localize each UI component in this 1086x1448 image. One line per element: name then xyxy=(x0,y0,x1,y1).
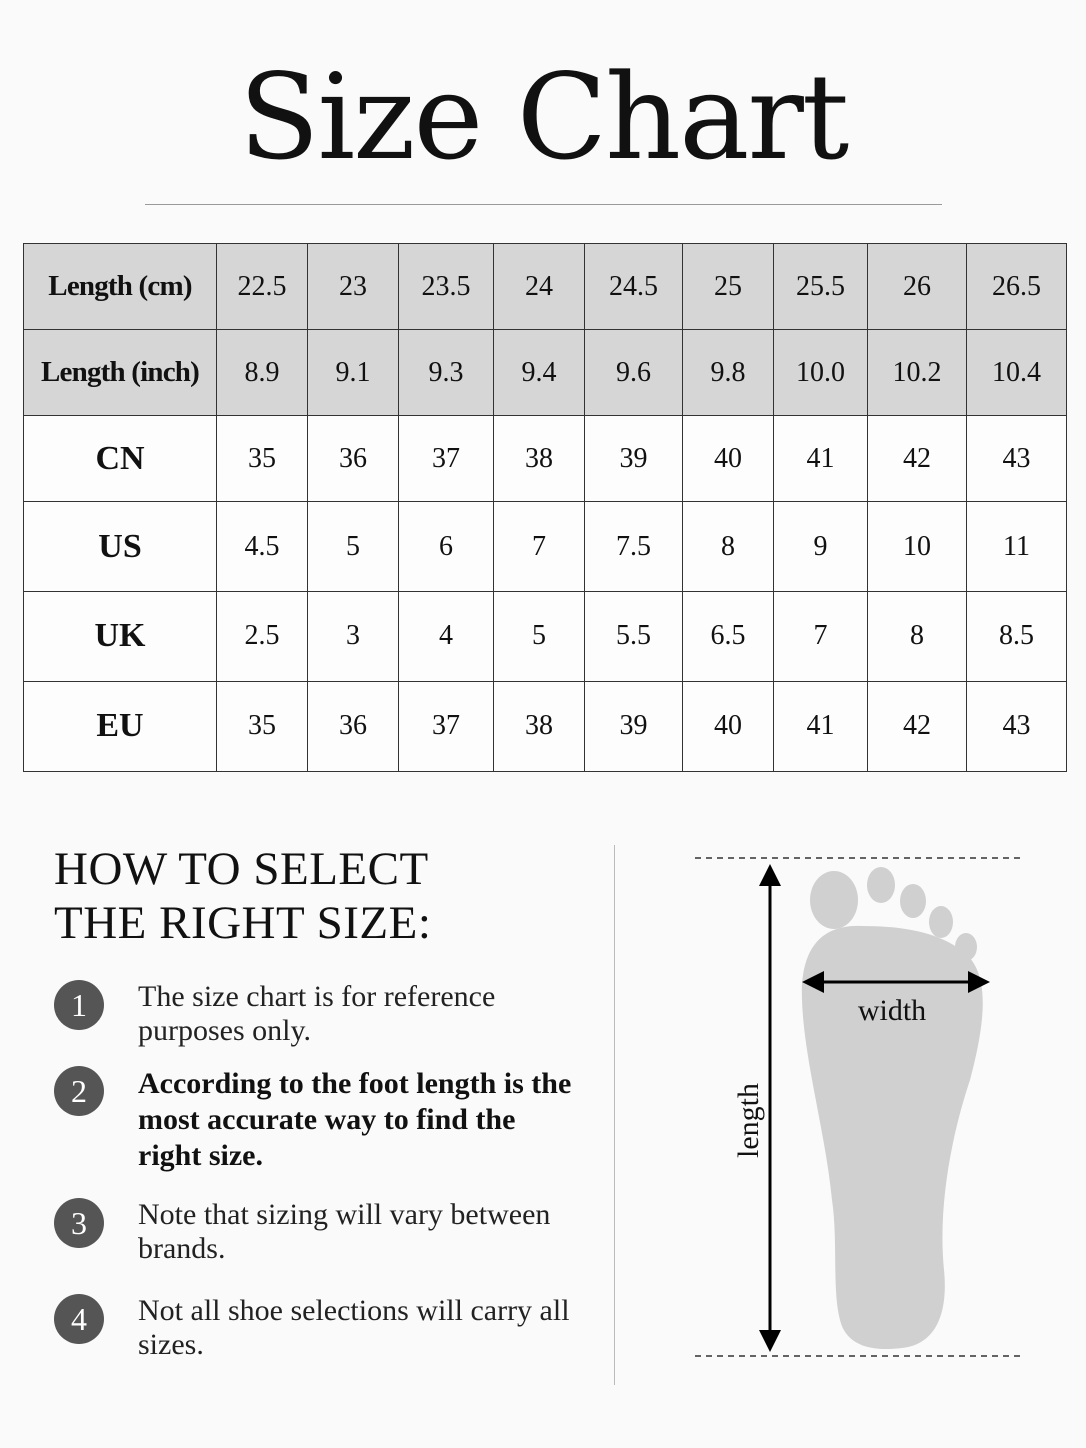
tip-text: Note that sizing will vary between brands. xyxy=(138,1198,551,1265)
table-cell: 4.5 xyxy=(217,502,308,591)
table-cell: 37 xyxy=(399,416,494,502)
table-cell: 10.2 xyxy=(868,330,967,416)
table-cell: 39 xyxy=(585,681,683,771)
table-cell: 35 xyxy=(217,681,308,771)
width-label: width xyxy=(857,994,927,1027)
table-cell: 42 xyxy=(868,681,967,771)
table-cell: 23 xyxy=(308,244,399,330)
table-cell: 40 xyxy=(683,416,774,502)
table-cell: 10.0 xyxy=(774,330,868,416)
row-header: Length (cm) xyxy=(24,244,217,330)
table-cell: 11 xyxy=(967,502,1067,591)
foot-icon xyxy=(802,867,983,1349)
page-title: Size Chart xyxy=(238,48,848,186)
title-divider xyxy=(145,204,942,205)
row-header: CN xyxy=(24,416,217,502)
table-row xyxy=(24,591,1067,681)
table-cell: 43 xyxy=(967,416,1067,502)
table-cell: 8 xyxy=(868,591,967,681)
table-cell: 35 xyxy=(217,416,308,502)
table-cell: 9 xyxy=(774,502,868,591)
table-row xyxy=(24,502,1067,591)
table-cell: 5 xyxy=(308,502,399,591)
table-cell: 5 xyxy=(494,591,585,681)
row-header: UK xyxy=(24,591,217,681)
table-cell: 7 xyxy=(774,591,868,681)
table-cell: 5.5 xyxy=(585,591,683,681)
tip-number-badge: 1 xyxy=(54,980,104,1030)
table-row xyxy=(24,416,1067,502)
table-cell: 41 xyxy=(774,416,868,502)
table-cell: 8.5 xyxy=(967,591,1067,681)
table-cell: 38 xyxy=(494,416,585,502)
table-cell: 9.3 xyxy=(399,330,494,416)
table-cell: 24.5 xyxy=(585,244,683,330)
foot-measure-diagram xyxy=(640,840,1040,1380)
table-cell: 40 xyxy=(683,681,774,771)
table-cell: 8.9 xyxy=(217,330,308,416)
table-cell: 9.1 xyxy=(308,330,399,416)
table-cell: 26.5 xyxy=(967,244,1067,330)
tip-text: The size chart is for reference purposes only. xyxy=(138,980,496,1047)
table-cell: 7 xyxy=(494,502,585,591)
table-cell: 22.5 xyxy=(217,244,308,330)
table-cell: 39 xyxy=(585,416,683,502)
table-cell: 26 xyxy=(868,244,967,330)
table-cell: 41 xyxy=(774,681,868,771)
table-row xyxy=(24,244,1067,330)
row-header: Length (inch) xyxy=(24,330,217,416)
tip-text: According to the foot length is the most accurate way to find the right size. xyxy=(138,1067,572,1172)
table-cell: 7.5 xyxy=(585,502,683,591)
table-cell: 10 xyxy=(868,502,967,591)
table-cell: 24 xyxy=(494,244,585,330)
table-cell: 3 xyxy=(308,591,399,681)
table-cell: 6 xyxy=(399,502,494,591)
row-header: EU xyxy=(24,681,217,771)
table-row xyxy=(24,330,1067,416)
table-cell: 42 xyxy=(868,416,967,502)
size-table xyxy=(23,243,1067,772)
table-cell: 9.4 xyxy=(494,330,585,416)
row-header: US xyxy=(24,502,217,591)
table-cell: 36 xyxy=(308,416,399,502)
section-divider xyxy=(614,845,615,1385)
table-cell: 9.6 xyxy=(585,330,683,416)
tip-number-badge: 4 xyxy=(54,1294,104,1344)
tip-text: Not all shoe selections will carry all sizes. xyxy=(138,1294,570,1361)
table-cell: 25 xyxy=(683,244,774,330)
table-cell: 23.5 xyxy=(399,244,494,330)
table-cell: 37 xyxy=(399,681,494,771)
howto-title-line1: HOW TO SELECT xyxy=(54,843,429,895)
table-cell: 10.4 xyxy=(967,330,1067,416)
table-cell: 25.5 xyxy=(774,244,868,330)
table-cell: 36 xyxy=(308,681,399,771)
howto-title xyxy=(54,842,594,950)
table-cell: 9.8 xyxy=(683,330,774,416)
table-cell: 38 xyxy=(494,681,585,771)
howto-title-line2: THE RIGHT SIZE: xyxy=(54,897,432,949)
table-cell: 8 xyxy=(683,502,774,591)
table-cell: 6.5 xyxy=(683,591,774,681)
tip-number-badge: 2 xyxy=(54,1066,104,1116)
length-label: length xyxy=(732,1083,765,1158)
table-cell: 4 xyxy=(399,591,494,681)
tip-number-badge: 3 xyxy=(54,1198,104,1248)
table-row xyxy=(24,681,1067,771)
table-cell: 2.5 xyxy=(217,591,308,681)
table-cell: 43 xyxy=(967,681,1067,771)
